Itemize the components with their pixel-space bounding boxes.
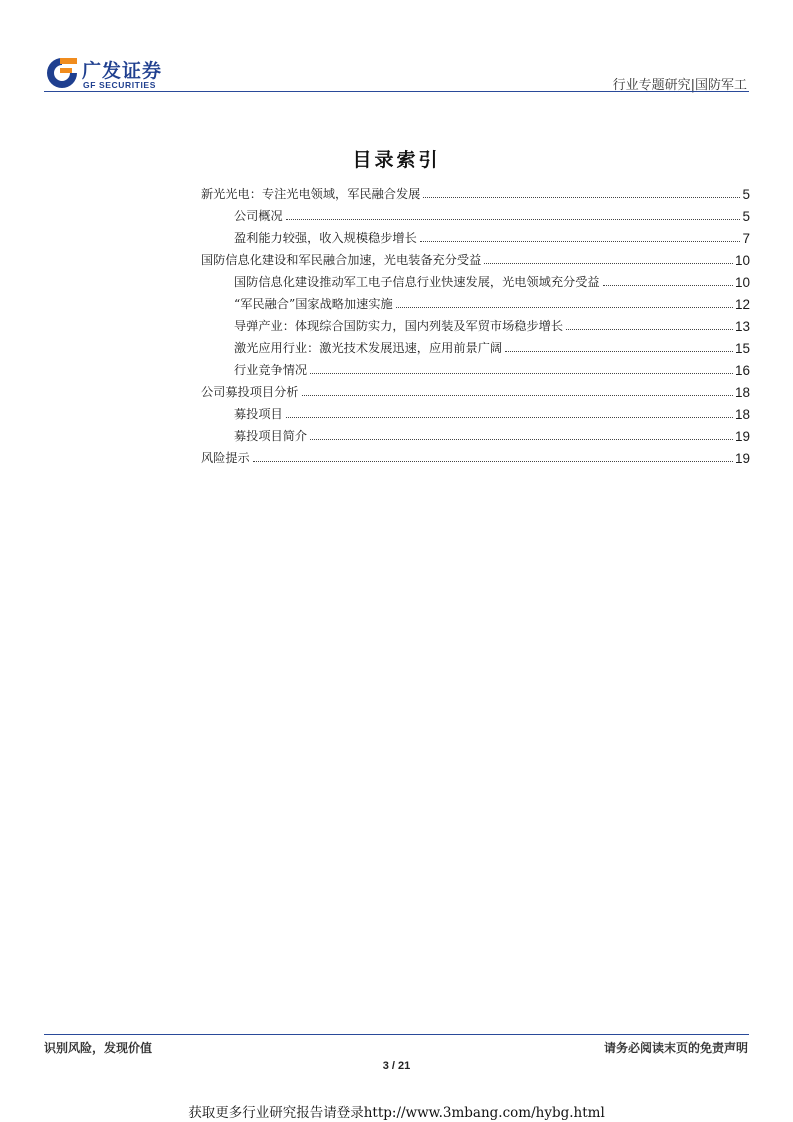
company-logo	[44, 55, 184, 95]
toc-entry[interactable]	[201, 202, 750, 224]
toc-leader-dots	[423, 196, 740, 198]
toc-page-number: 5	[742, 209, 750, 224]
toc-entry[interactable]	[201, 356, 750, 378]
toc-entry-text: 新光光电：专注光电领域，军民融合发展	[201, 187, 421, 201]
toc-entry-text: 行业竞争情况	[234, 363, 308, 377]
toc-entry-text: 国防信息化建设推动军工电子信息行业快速发展，光电领域充分受益	[234, 275, 600, 289]
report-category: 行业专题研究|国防军工	[612, 78, 747, 93]
toc-entry[interactable]	[201, 290, 750, 312]
toc-entry[interactable]	[201, 224, 750, 246]
toc-page-number: 19	[734, 429, 750, 444]
toc-leader-dots	[396, 306, 733, 308]
toc-page-number: 15	[734, 341, 750, 356]
toc-page-number: 10	[734, 253, 750, 268]
toc-entry-text: 公司募投项目分析	[201, 385, 299, 399]
toc-page-number: 13	[734, 319, 750, 334]
toc-page-number: 7	[742, 231, 750, 246]
toc-leader-dots	[505, 350, 733, 352]
toc-leader-dots	[310, 438, 733, 440]
toc-entry[interactable]	[201, 334, 750, 356]
toc-leader-dots	[286, 218, 741, 220]
toc-entry-text: 募投项目简介	[234, 429, 308, 443]
toc-entry[interactable]	[201, 422, 750, 444]
toc-page-number: 18	[734, 385, 750, 400]
toc-leader-dots	[484, 262, 733, 264]
footer-slogan: 识别风险，发现价值	[44, 1041, 153, 1055]
toc-entry[interactable]	[201, 312, 750, 334]
gf-logo-icon	[44, 55, 80, 91]
toc-entry-text: 盈利能力较强，收入规模稳步增长	[234, 231, 417, 245]
footer-divider	[44, 1034, 749, 1035]
toc-entry-text: 激光应用行业：激光技术发展迅速，应用前景广阔	[234, 341, 503, 355]
toc-leader-dots	[420, 240, 741, 242]
toc-leader-dots	[286, 416, 733, 418]
toc-page-number: 10	[734, 275, 750, 290]
toc-page-number: 18	[734, 407, 750, 422]
toc-entry-text: 风险提示	[201, 451, 250, 465]
toc-entry-text: 募投项目	[234, 407, 283, 421]
footer-disclaimer-note: 请务必阅读末页的免责声明	[603, 1041, 748, 1055]
toc-leader-dots	[253, 460, 733, 462]
toc-leader-dots	[310, 372, 733, 374]
toc-leader-dots	[566, 328, 733, 330]
toc-entry[interactable]	[201, 378, 750, 400]
page-number: 3 / 21	[382, 1060, 411, 1072]
toc-entry-text: 公司概况	[234, 209, 283, 223]
toc-page-number: 19	[734, 451, 750, 466]
download-note: 获取更多行业研究报告请登录http://www.3mbang.com/hybg.html	[188, 1105, 605, 1121]
toc-page-number: 5	[742, 187, 750, 202]
header-divider	[44, 91, 749, 92]
toc-entry[interactable]	[201, 246, 750, 268]
logo-english-name: GF SECURITIES	[83, 80, 156, 90]
logo-chinese-name: 广发证券	[82, 60, 163, 82]
toc-entry[interactable]	[201, 400, 750, 422]
table-of-contents	[201, 180, 750, 466]
toc-entry[interactable]	[201, 180, 750, 202]
toc-page-number: 12	[734, 297, 750, 312]
toc-entry-text: 导弹产业：体现综合国防实力，国内列装及军贸市场稳步增长	[234, 319, 564, 333]
toc-leader-dots	[302, 394, 733, 396]
toc-page-number: 16	[734, 363, 750, 378]
toc-entry-text: “军民融合”国家战略加速实施	[234, 297, 393, 311]
toc-title: 目录索引	[352, 149, 441, 171]
toc-entry[interactable]	[201, 268, 750, 290]
toc-leader-dots	[603, 284, 733, 286]
toc-entry-text: 国防信息化建设和军民融合加速，光电装备充分受益	[201, 253, 482, 267]
toc-entry[interactable]	[201, 444, 750, 466]
